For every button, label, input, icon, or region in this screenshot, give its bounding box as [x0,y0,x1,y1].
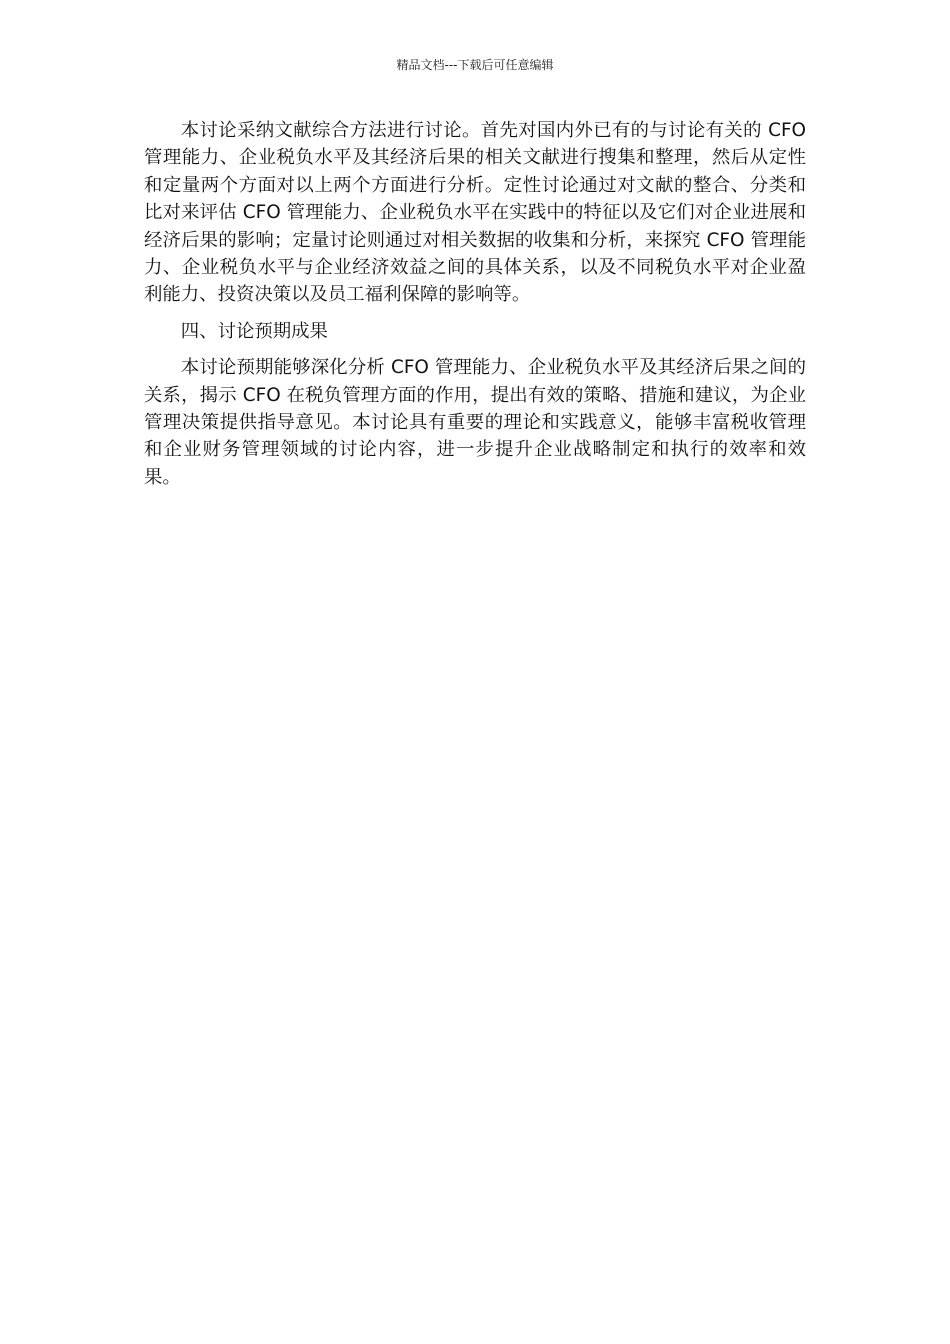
document-body [144,117,806,491]
body-paragraph-method: 本讨论采纳文献综合方法进行讨论。首先对国内外已有的与讨论有关的 CFO 管理能力、企业税负水平及其经济后果的相关文献进行搜集和整理，然后从定性和定量两个方面对以上两个方面进行分析。定性讨论通过对文献的整合、分类和比对来评估 CFO 管理能力、企业税负水平在实践中的特征以及它们对企业进展和经济后果的影响；定量讨论则通过对相关数据的收集和分析，来探究 CFO 管理能力、企业税负水平与企业经济效益之间的具体关系，以及不同税负水平对企业盈利能力、投资决策以及员工福利保障的影响等。 [144,120,806,306]
section-heading: 四、讨论预期成果 [180,320,328,342]
page-header: 精品文档---下载后可任意编辑 [396,58,554,72]
body-paragraph-expected-results: 本讨论预期能够深化分析 CFO 管理能力、企业税负水平及其经济后果之间的关系，揭示 CFO 在税负管理方面的作用，提出有效的策略、措施和建议，为企业管理决策提供指导意见。本讨论具有重要的理论和实践意义，能够丰富税收管理和企业财务管理领域的讨论内容，进一步提升企业战略制定和执行的效率和效果。 [144,357,806,488]
